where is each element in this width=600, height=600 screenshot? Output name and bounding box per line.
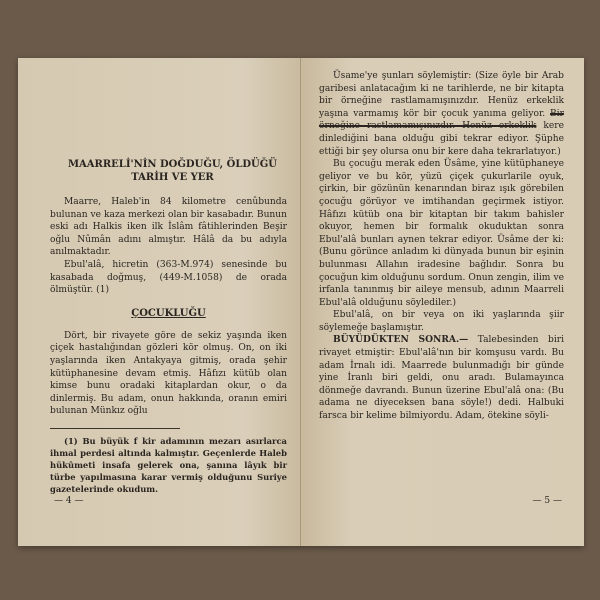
section-title-childhood: ÇOCUKLUĞU	[131, 307, 206, 319]
chapter-title: MAARRELİ'NİN DOĞDUĞU, ÖLDÜĞÜ TARİH VE YER	[67, 159, 278, 183]
paragraph-usame-quote	[319, 70, 564, 158]
paragraph-after-growing	[319, 334, 564, 422]
right-page	[301, 58, 584, 546]
paragraph-maarre: Maarre, Haleb'in 84 kilometre cenûbunda bulunan ve kaza merkezi olan bir kasabadır. Bunun eski adı Halkis iken ilk İslâm fâtihlerinden Beşir oğlu Nûmân adını almıştır. Hâlâ da bu adıyla anılmaktadır.	[50, 197, 287, 258]
page-number-left: — 4 —	[54, 496, 84, 506]
inline-heading: BÜYÜDÜKTEN SONRA.—	[333, 334, 469, 346]
struck-text: Bir örneğine rastlamamışınızdır. Henüz erkeklik	[319, 108, 564, 132]
left-page	[18, 58, 301, 546]
paragraph-after-growing-text: Talebesinden biri rivayet etmiştir: Ebul'alâ'nın bir komşusu vardı. Bu adam İrnalı idi. Maarrede bulunmadığı bir günde yine İranlı biri geldi, onu aradı. Bulamayınca dönmeğe davrandı. Bunun üzerine Ebul'alâ ona: (Bu adama ne diyeceksen bana söyle!) dedi. Halbuki farsca bir kelime bilmiyordu. Adam, ötekine söyli-	[319, 335, 564, 422]
paragraph-usame-quote-b: kere dinlediğini bana olduğu gibi tekrar ediyor. Şüphe ettiği bir şey olursa onu bir kere daha tekrarlatıyor.)	[319, 121, 564, 157]
footnote-rule	[50, 428, 180, 429]
paragraph-usame-quote-a: Üsame'ye şunları söylemiştir: (Size öyle bir Arab garibesi anlatacağım ki ne tarihlerde, ne bir kitapta bir örneğine rastlamamışınızdır. Henüz erkeklik yaşına varmamış kör bir çocuk yanıma geliyor.	[319, 71, 564, 119]
book-spread	[18, 58, 584, 546]
paragraph-exam: Bu çocuğu merak eden Üsâme, yine kütüphaneye geliyor ve bu kör, yüzü çiçek çukurlarile oyuk, çirkin, bir gözünün kenarından biraz ışık görebilen çocuğu görüyor ve imtihandan geçirmek istiyor. Hâfızı kütüb ona bir kitaptan bir takım bahisler okuyor, hemen bir formalık okuduktan sonra Ebul'alâ bunları aynen tekrar ediyor. Üsâme der ki: (Bunu görünce anladım ki dünyada bunun bir eşinin bulunması Allahın iradesine bağlıdır. Sonra bu çocuğun kim olduğunu sordum. Onun zengin, ilim ve irfanla tanınmış bir aileye mensub, adının Maarreli Ebul'alâ olduğunu söylediler.)	[319, 159, 564, 308]
paragraph-birth: Ebul'alâ, hicretin (363-M.974) senesinde bu kasabada doğmuş, (449-M.1058) de orada ölmüştür. (1)	[50, 259, 287, 296]
footnote: (1) Bu büyük f kir adamının mezarı asırlarca ihmal perdesi altında kalmıştır. Geçenlerde Haleb hükûmeti insafa gelerek ona, şanına lâyık bir türbe yapılmasına karar vermiş olduğunu Suriye gazetelerinde okudum.	[50, 435, 287, 494]
paragraph-poetry: Ebul'alâ, on bir veya on iki yaşlarında şiir söylemeğe başlamıştır.	[319, 310, 564, 333]
page-number-right: — 5 —	[532, 496, 562, 506]
paragraph-childhood: Dört, bir rivayete göre de sekiz yaşında iken çiçek hastalığından gözleri kör olmuş. On, on iki yaşlarında iken Antakyaya gitmiş, orada şehir kütüphanesine devam etmiş. Hâfızı kütüb olan kimse bunu oradaki kitaplardan okur, o da dinlermiş. Bu adam, onun hakkında, oranın emiri bulunan Münkız oğlu	[50, 330, 287, 417]
